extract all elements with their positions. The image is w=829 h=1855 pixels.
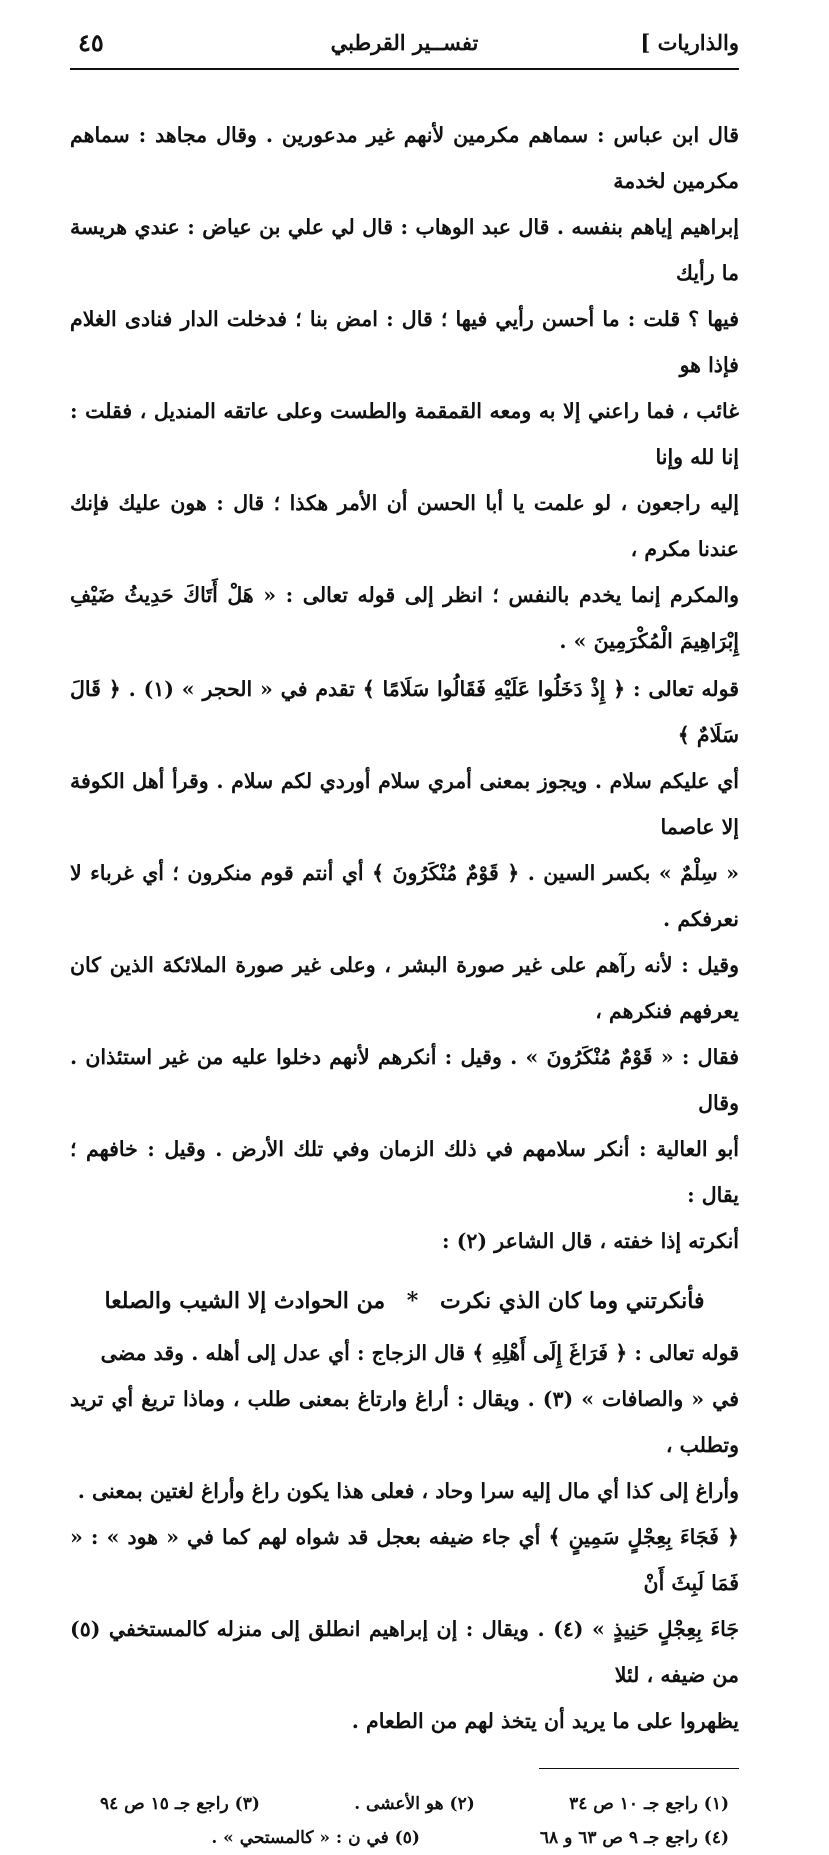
verse-hemistich-1: فأنكرتني وما كان الذي نكرت [439,1288,705,1314]
paragraph-2 [70,666,739,1264]
footnote-4: (٤) راجع جـ ٩ ص ٦٣ و ٦٨ [539,1828,729,1848]
text-line: وقيل : لأنه رآهم على غير صورة البشر ، وعلى غير صورة الملائكة الذين كان يعرفهم فنكرهم ، [70,953,739,1023]
text-line: فقال : « قَوْمٌ مُنْكَرُونَ » . وقيل : أنكرهم لأنهم دخلوا عليه من غير استئذان . وقال [70,1045,739,1115]
text-line: إليه راجعون ، لو علمت يا أبا الحسن أن الأمر هكذا ؛ قال : هون عليك فإنك عندنا مكرم ، [70,491,739,561]
book-title: تفســير القرطبي [330,30,479,55]
verse-hemistich-2: من الحوادث إلا الشيب والصلعا [104,1288,386,1314]
verse-separator: * [406,1288,419,1314]
text-line: في « والصافات » (٣) . ويقال : أراغ وارتاغ بمعنى طلب ، وماذا تريغ أي تريد وتطلب ، [70,1387,740,1457]
running-header [70,18,739,70]
text-line: يظهروا على ما يريد أن يتخذ لهم من الطعام . [351,1709,739,1733]
header-bracket: ] [640,30,651,55]
text-line: قوله تعالى : ﴿ إِذْ دَخَلُوا عَلَيْهِ فَقَالُوا سَلَامًا ﴾ تقدم في « الحجر » (١) . ﴿ قَالَ سَلَامٌ ﴾ [70,677,739,747]
text-line: أبو العالية : أنكر سلامهم في ذلك الزمان وفي تلك الأرض . وقيل : خافهم ؛ يقال : [70,1137,739,1207]
footnote-2: (٢) هو الأعشى . [354,1794,475,1814]
text-line: ﴿ فَجَاءَ بِعِجْلٍ سَمِينٍ ﴾ أي جاء ضيفه بعجل قد شواه لهم كما في « هود » : « فَمَا لَبِثَ أَنْ [70,1525,739,1595]
poetry-verse [70,1278,739,1324]
text-line: قوله تعالى : ﴿ فَرَاغَ إِلَى أَهْلِهِ ﴾ قال الزجاج : أي عدل إلى أهله . وقد مضى [100,1341,739,1365]
text-line: فيها ؟ قلت : ما أحسن رأيي فيها ؛ قال : امض بنا ؛ فدخلت الدار فنادى الغلام فإذا هو [70,307,739,377]
text-line: وأراغ إلى كذا أي مال إليه سرا وحاد ، فعلى هذا يكون راغ وأراغ لغتين بمعنى . [77,1479,739,1503]
footnote-1: (١) راجع جـ ١٠ ص ٣٤ [569,1794,729,1814]
text-line: إبراهيم إياهم بنفسه . قال عبد الوهاب : قال لي علي بن عياض : عندي هريسة ما رأيك [70,215,739,285]
footnote-row [70,1821,739,1855]
paragraph-1 [70,112,739,664]
surah-name: والذاريات [657,30,739,55]
text-line: أي عليكم سلام . ويجوز بمعنى أمري سلام أوردي لكم سلام . وقرأ أهل الكوفة إلا عاصما [70,769,739,839]
footnote-divider [539,1768,739,1769]
text-line: غائب ، فما راعني إلا به ومعه القمقمة والطست وعلى عاتقه المنديل ، فقلت : إنا لله وإنا [70,399,739,469]
footnotes [70,1787,739,1855]
text-line: أنكرته إذا خفته ، قال الشاعر (٢) : [442,1229,739,1253]
paragraph-3 [70,1330,739,1744]
body-text [70,112,739,1744]
text-line: قال ابن عباس : سماهم مكرمين لأنهم غير مدعورين . وقال مجاهد : سماهم مكرمين لخدمة [70,123,739,193]
text-line: جَاءَ بِعِجْلٍ حَنِيذٍ » (٤) . ويقال : إن إبراهيم انطلق إلى منزله كالمستخفي (٥) من ضيفه ، لئلا [70,1617,739,1687]
footnote-row [70,1787,739,1821]
footnote-5: (٥) في ن : « كالمستحي » . [211,1828,420,1848]
text-line: والمكرم إنما يخدم بالنفس ؛ انظر إلى قوله تعالى : « هَلْ أَتَاكَ حَدِيثُ ضَيْفِ إِبْرَاهِيمَ الْمُكْرَمِينَ » . [70,583,739,653]
footnote-3: (٣) راجع جـ ١٥ ص ٩٤ [100,1794,260,1814]
page-number: ٤٥ [78,28,104,57]
text-line: « سِلْمٌ » بكسر السين . ﴿ قَوْمٌ مُنْكَرُونَ ﴾ أي أنتم قوم منكرون ؛ أي غرباء لا نعرفكم . [70,861,739,931]
